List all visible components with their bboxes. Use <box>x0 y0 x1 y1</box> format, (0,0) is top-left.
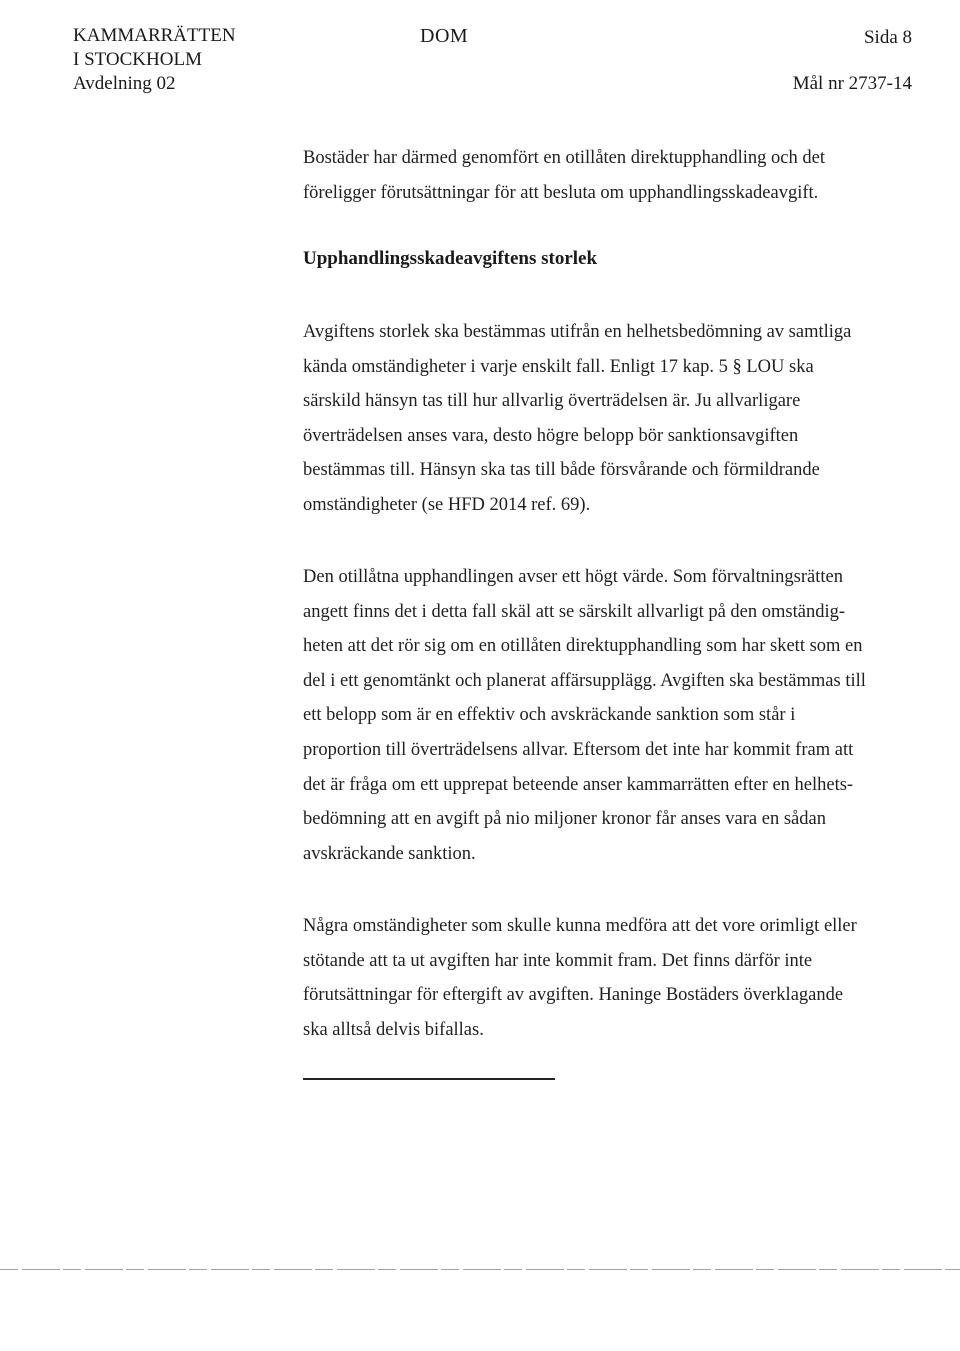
paragraph-line: det är fråga om ett upprepat beteende anser kammarrätten efter en helhets- <box>303 774 854 795</box>
paragraph-line: heten att det rör sig om en otillåten direktupphandling som har skett som en <box>303 636 863 657</box>
paragraph-line: omständigheter (se HFD 2014 ref. 69). <box>303 494 591 515</box>
paragraph-4 <box>303 909 923 1047</box>
document-type: DOM <box>420 25 469 47</box>
court-name-line1: KAMMARRÄTTEN <box>73 25 236 46</box>
paragraph-line: Avgiftens storlek ska bestämmas utifrån en helhetsbedömning av samtliga <box>303 322 852 342</box>
paragraph-line: förutsättningar för eftergift av avgiften. Haninge Bostäders överklagande <box>303 985 844 1006</box>
paragraph-line: Bostäder har därmed genomfört en otillåten direktupphandling och det <box>303 148 825 168</box>
paragraph-line: stötande att ta ut avgiften har inte kommit fram. Det finns därför inte <box>303 950 813 971</box>
paragraph-line: ett belopp som är en effektiv och avskräckande sanktion som står i <box>303 705 796 726</box>
paragraph-line: bedömning att en avgift på nio miljoner kronor får anses vara en sådan <box>303 809 826 830</box>
paragraph-line: föreligger förutsättningar för att besluta om upphandlingsskadeavgift. <box>303 182 819 203</box>
section-divider <box>303 1078 555 1080</box>
court-name <box>73 24 236 96</box>
case-number: Mål nr 2737-14 <box>792 73 912 94</box>
paragraph-line: angett finns det i detta fall skäl att se särskilt allvarligt på den omständig- <box>303 601 846 622</box>
paragraph-1 <box>303 141 923 210</box>
division: Avdelning 02 <box>73 73 176 94</box>
paragraph-2 <box>303 315 923 523</box>
paragraph-line: överträdelsen anses vara, desto högre belopp bör sanktionsavgiften <box>303 425 799 446</box>
paragraph-line: kända omständigheter i varje enskilt fall. Enligt 17 kap. 5 § LOU ska <box>303 356 814 377</box>
paragraph-line: proportion till överträdelsens allvar. Eftersom det inte har kommit fram att <box>303 739 854 760</box>
paragraph-line: särskild hänsyn tas till hur allvarlig överträdelsen är. Ju allvarligare <box>303 391 801 412</box>
page-number: Sida 8 <box>863 27 912 48</box>
paragraph-line: Några omständigheter som skulle kunna medföra att det vore orimligt eller <box>303 916 857 936</box>
paragraph-line: ska alltså delvis bifallas. <box>303 1019 484 1040</box>
section-heading: Upphandlingsskadeavgiftens storlek <box>303 248 598 269</box>
paragraph-line: avskräckande sanktion. <box>303 843 476 864</box>
paragraph-line: del i ett genomtänkt och planerat affärsupplägg. Avgiften ska bestämmas till <box>303 670 866 691</box>
paragraph-3 <box>303 560 923 871</box>
paragraph-line: Den otillåtna upphandlingen avser ett högt värde. Som förvaltningsrätten <box>303 567 843 587</box>
paragraph-line: bestämmas till. Hänsyn ska tas till både försvårande och förmildrande <box>303 460 820 481</box>
footer-divider <box>0 1269 960 1270</box>
court-name-line2: I STOCKHOLM <box>73 49 202 70</box>
